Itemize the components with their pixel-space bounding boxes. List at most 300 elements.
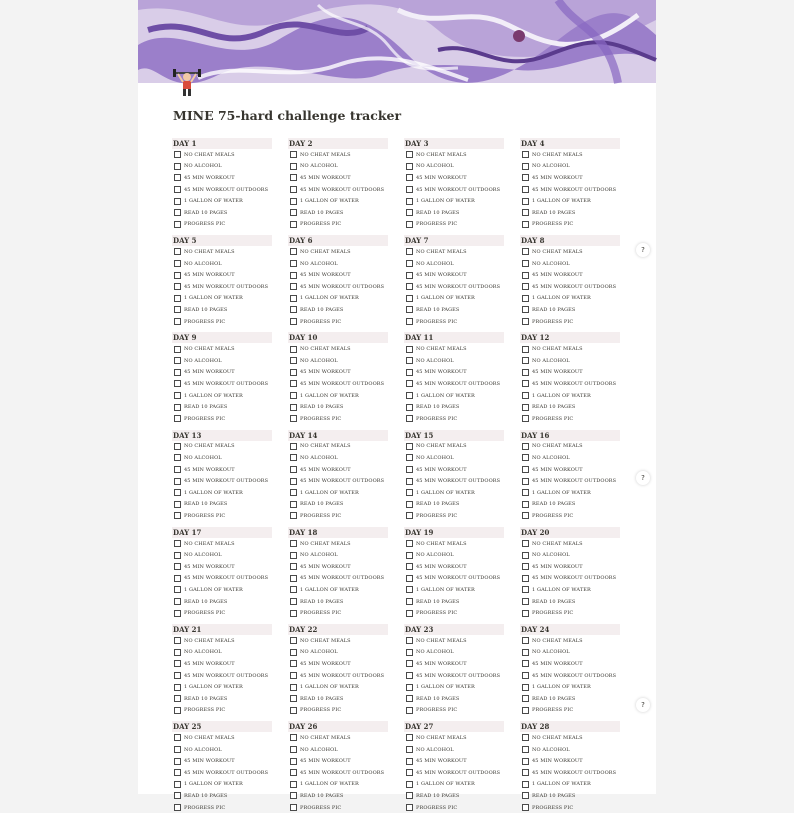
checkbox[interactable] xyxy=(406,478,413,485)
checkbox[interactable] xyxy=(522,540,529,547)
checkbox[interactable] xyxy=(406,369,413,376)
weightlifter-icon[interactable] xyxy=(172,66,202,100)
checkbox[interactable] xyxy=(522,610,529,617)
checkbox[interactable] xyxy=(174,163,181,170)
checkbox[interactable] xyxy=(406,649,413,656)
checkbox[interactable] xyxy=(522,163,529,170)
checkbox[interactable] xyxy=(406,563,413,570)
task-row[interactable] xyxy=(404,219,504,231)
task-row[interactable] xyxy=(520,790,620,802)
task-row[interactable] xyxy=(520,561,620,573)
task-row[interactable] xyxy=(288,779,388,791)
checkbox[interactable] xyxy=(406,454,413,461)
task-row[interactable] xyxy=(172,607,272,619)
task-row[interactable] xyxy=(520,538,620,550)
checkbox[interactable] xyxy=(174,369,181,376)
checkbox[interactable] xyxy=(174,746,181,753)
task-row[interactable] xyxy=(520,767,620,779)
checkbox[interactable] xyxy=(406,151,413,158)
checkbox[interactable] xyxy=(522,781,529,788)
task-row[interactable] xyxy=(520,499,620,511)
task-row[interactable] xyxy=(520,161,620,173)
task-row[interactable] xyxy=(520,452,620,464)
task-row[interactable] xyxy=(288,658,388,670)
task-row[interactable] xyxy=(520,573,620,585)
task-row[interactable] xyxy=(404,258,504,270)
checkbox[interactable] xyxy=(406,769,413,776)
checkbox[interactable] xyxy=(174,563,181,570)
checkbox[interactable] xyxy=(290,272,297,279)
checkbox[interactable] xyxy=(174,466,181,473)
task-row[interactable] xyxy=(520,510,620,522)
checkbox[interactable] xyxy=(290,781,297,788)
task-row[interactable] xyxy=(404,681,504,693)
checkbox[interactable] xyxy=(174,707,181,714)
checkbox[interactable] xyxy=(290,306,297,313)
checkbox[interactable] xyxy=(522,637,529,644)
checkbox[interactable] xyxy=(290,707,297,714)
checkbox[interactable] xyxy=(406,734,413,741)
checkbox[interactable] xyxy=(174,415,181,422)
checkbox[interactable] xyxy=(406,610,413,617)
task-row[interactable] xyxy=(172,802,272,813)
checkbox[interactable] xyxy=(174,392,181,399)
checkbox[interactable] xyxy=(290,610,297,617)
task-row[interactable] xyxy=(288,355,388,367)
checkbox[interactable] xyxy=(290,792,297,799)
checkbox[interactable] xyxy=(174,586,181,593)
task-row[interactable] xyxy=(288,670,388,682)
checkbox[interactable] xyxy=(290,672,297,679)
task-row[interactable] xyxy=(172,681,272,693)
checkbox[interactable] xyxy=(406,575,413,582)
task-row[interactable] xyxy=(520,413,620,425)
checkbox[interactable] xyxy=(174,478,181,485)
checkbox[interactable] xyxy=(522,804,529,811)
checkbox[interactable] xyxy=(290,151,297,158)
checkbox[interactable] xyxy=(522,598,529,605)
task-row[interactable] xyxy=(288,607,388,619)
task-row[interactable] xyxy=(404,378,504,390)
checkbox[interactable] xyxy=(522,478,529,485)
task-row[interactable] xyxy=(288,184,388,196)
checkbox[interactable] xyxy=(290,758,297,765)
task-row[interactable] xyxy=(520,184,620,196)
checkbox[interactable] xyxy=(522,318,529,325)
task-row[interactable] xyxy=(520,441,620,453)
task-row[interactable] xyxy=(520,607,620,619)
task-row[interactable] xyxy=(172,195,272,207)
task-row[interactable] xyxy=(172,573,272,585)
checkbox[interactable] xyxy=(290,478,297,485)
checkbox[interactable] xyxy=(406,380,413,387)
task-row[interactable] xyxy=(520,681,620,693)
checkbox[interactable] xyxy=(174,248,181,255)
task-row[interactable] xyxy=(404,510,504,522)
task-row[interactable] xyxy=(288,441,388,453)
checkbox[interactable] xyxy=(174,221,181,228)
task-row[interactable] xyxy=(288,561,388,573)
checkbox[interactable] xyxy=(522,552,529,559)
task-row[interactable] xyxy=(520,390,620,402)
checkbox[interactable] xyxy=(522,151,529,158)
task-row[interactable] xyxy=(404,281,504,293)
task-row[interactable] xyxy=(288,452,388,464)
checkbox[interactable] xyxy=(174,151,181,158)
checkbox[interactable] xyxy=(522,575,529,582)
checkbox[interactable] xyxy=(522,769,529,776)
checkbox[interactable] xyxy=(290,586,297,593)
task-row[interactable] xyxy=(404,755,504,767)
task-row[interactable] xyxy=(520,195,620,207)
checkbox[interactable] xyxy=(290,392,297,399)
task-row[interactable] xyxy=(404,693,504,705)
checkbox[interactable] xyxy=(174,660,181,667)
checkbox[interactable] xyxy=(406,248,413,255)
checkbox[interactable] xyxy=(174,443,181,450)
task-row[interactable] xyxy=(288,281,388,293)
checkbox[interactable] xyxy=(522,295,529,302)
checkbox[interactable] xyxy=(406,174,413,181)
task-row[interactable] xyxy=(404,779,504,791)
task-row[interactable] xyxy=(172,452,272,464)
checkbox[interactable] xyxy=(174,357,181,364)
task-row[interactable] xyxy=(172,172,272,184)
checkbox[interactable] xyxy=(174,769,181,776)
checkbox[interactable] xyxy=(290,466,297,473)
checkbox[interactable] xyxy=(174,610,181,617)
task-row[interactable] xyxy=(520,549,620,561)
task-row[interactable] xyxy=(404,499,504,511)
checkbox[interactable] xyxy=(290,746,297,753)
task-row[interactable] xyxy=(404,635,504,647)
checkbox[interactable] xyxy=(406,283,413,290)
checkbox[interactable] xyxy=(290,380,297,387)
task-row[interactable] xyxy=(172,219,272,231)
checkbox[interactable] xyxy=(290,454,297,461)
task-row[interactable] xyxy=(520,464,620,476)
checkbox[interactable] xyxy=(522,221,529,228)
task-row[interactable] xyxy=(404,573,504,585)
task-row[interactable] xyxy=(404,584,504,596)
task-row[interactable] xyxy=(404,790,504,802)
task-row[interactable] xyxy=(520,246,620,258)
task-row[interactable] xyxy=(520,744,620,756)
checkbox[interactable] xyxy=(406,637,413,644)
task-row[interactable] xyxy=(288,755,388,767)
checkbox[interactable] xyxy=(290,563,297,570)
task-row[interactable] xyxy=(404,487,504,499)
task-row[interactable] xyxy=(404,195,504,207)
checkbox[interactable] xyxy=(522,586,529,593)
checkbox[interactable] xyxy=(290,552,297,559)
checkbox[interactable] xyxy=(522,649,529,656)
checkbox[interactable] xyxy=(174,209,181,216)
task-row[interactable] xyxy=(520,596,620,608)
task-row[interactable] xyxy=(172,149,272,161)
checkbox[interactable] xyxy=(406,746,413,753)
checkbox[interactable] xyxy=(406,552,413,559)
task-row[interactable] xyxy=(404,441,504,453)
task-row[interactable] xyxy=(404,207,504,219)
task-row[interactable] xyxy=(520,755,620,767)
checkbox[interactable] xyxy=(522,174,529,181)
task-row[interactable] xyxy=(288,647,388,659)
checkbox[interactable] xyxy=(174,272,181,279)
task-row[interactable] xyxy=(404,452,504,464)
task-row[interactable] xyxy=(404,744,504,756)
task-row[interactable] xyxy=(172,705,272,717)
task-row[interactable] xyxy=(404,767,504,779)
task-row[interactable] xyxy=(404,413,504,425)
checkbox[interactable] xyxy=(174,552,181,559)
help-button[interactable]: ? xyxy=(636,471,650,485)
task-row[interactable] xyxy=(172,343,272,355)
checkbox[interactable] xyxy=(406,660,413,667)
task-row[interactable] xyxy=(520,670,620,682)
checkbox[interactable] xyxy=(174,260,181,267)
checkbox[interactable] xyxy=(406,209,413,216)
task-row[interactable] xyxy=(172,790,272,802)
checkbox[interactable] xyxy=(522,186,529,193)
task-row[interactable] xyxy=(288,549,388,561)
checkbox[interactable] xyxy=(522,404,529,411)
checkbox[interactable] xyxy=(174,295,181,302)
checkbox[interactable] xyxy=(406,758,413,765)
task-row[interactable] xyxy=(172,510,272,522)
task-row[interactable] xyxy=(288,802,388,813)
task-row[interactable] xyxy=(404,802,504,813)
checkbox[interactable] xyxy=(406,186,413,193)
task-row[interactable] xyxy=(520,475,620,487)
checkbox[interactable] xyxy=(290,512,297,519)
checkbox[interactable] xyxy=(174,186,181,193)
checkbox[interactable] xyxy=(406,792,413,799)
checkbox[interactable] xyxy=(174,598,181,605)
task-row[interactable] xyxy=(172,441,272,453)
task-row[interactable] xyxy=(172,207,272,219)
checkbox[interactable] xyxy=(174,501,181,508)
checkbox[interactable] xyxy=(406,443,413,450)
task-row[interactable] xyxy=(172,281,272,293)
checkbox[interactable] xyxy=(290,318,297,325)
checkbox[interactable] xyxy=(290,804,297,811)
checkbox[interactable] xyxy=(290,734,297,741)
task-row[interactable] xyxy=(404,596,504,608)
task-row[interactable] xyxy=(520,658,620,670)
checkbox[interactable] xyxy=(174,792,181,799)
task-row[interactable] xyxy=(520,207,620,219)
checkbox[interactable] xyxy=(290,649,297,656)
task-row[interactable] xyxy=(288,693,388,705)
task-row[interactable] xyxy=(172,355,272,367)
task-row[interactable] xyxy=(288,219,388,231)
task-row[interactable] xyxy=(404,172,504,184)
task-row[interactable] xyxy=(404,343,504,355)
task-row[interactable] xyxy=(172,258,272,270)
checkbox[interactable] xyxy=(290,295,297,302)
task-row[interactable] xyxy=(520,343,620,355)
task-row[interactable] xyxy=(172,390,272,402)
checkbox[interactable] xyxy=(406,540,413,547)
checkbox[interactable] xyxy=(290,174,297,181)
checkbox[interactable] xyxy=(406,357,413,364)
task-row[interactable] xyxy=(172,269,272,281)
task-row[interactable] xyxy=(172,464,272,476)
task-row[interactable] xyxy=(288,269,388,281)
task-row[interactable] xyxy=(404,464,504,476)
checkbox[interactable] xyxy=(174,346,181,353)
checkbox[interactable] xyxy=(174,649,181,656)
task-row[interactable] xyxy=(404,304,504,316)
checkbox[interactable] xyxy=(290,598,297,605)
checkbox[interactable] xyxy=(522,369,529,376)
checkbox[interactable] xyxy=(290,660,297,667)
checkbox[interactable] xyxy=(290,221,297,228)
cover-image[interactable] xyxy=(138,0,656,83)
checkbox[interactable] xyxy=(406,221,413,228)
checkbox[interactable] xyxy=(522,746,529,753)
checkbox[interactable] xyxy=(406,781,413,788)
task-row[interactable] xyxy=(520,705,620,717)
checkbox[interactable] xyxy=(290,260,297,267)
checkbox[interactable] xyxy=(522,443,529,450)
checkbox[interactable] xyxy=(406,586,413,593)
checkbox[interactable] xyxy=(174,575,181,582)
task-row[interactable] xyxy=(404,538,504,550)
task-row[interactable] xyxy=(288,499,388,511)
task-row[interactable] xyxy=(520,378,620,390)
checkbox[interactable] xyxy=(290,346,297,353)
task-row[interactable] xyxy=(520,316,620,328)
task-row[interactable] xyxy=(520,219,620,231)
checkbox[interactable] xyxy=(174,306,181,313)
task-row[interactable] xyxy=(404,658,504,670)
checkbox[interactable] xyxy=(522,380,529,387)
task-row[interactable] xyxy=(172,549,272,561)
checkbox[interactable] xyxy=(406,163,413,170)
checkbox[interactable] xyxy=(522,283,529,290)
task-row[interactable] xyxy=(520,304,620,316)
checkbox[interactable] xyxy=(290,198,297,205)
task-row[interactable] xyxy=(288,635,388,647)
task-row[interactable] xyxy=(288,705,388,717)
checkbox[interactable] xyxy=(174,540,181,547)
task-row[interactable] xyxy=(172,647,272,659)
task-row[interactable] xyxy=(172,767,272,779)
task-row[interactable] xyxy=(288,413,388,425)
task-row[interactable] xyxy=(520,635,620,647)
checkbox[interactable] xyxy=(406,489,413,496)
task-row[interactable] xyxy=(288,293,388,305)
task-row[interactable] xyxy=(172,744,272,756)
checkbox[interactable] xyxy=(174,684,181,691)
checkbox[interactable] xyxy=(406,598,413,605)
task-row[interactable] xyxy=(172,304,272,316)
task-row[interactable] xyxy=(172,475,272,487)
task-row[interactable] xyxy=(288,258,388,270)
checkbox[interactable] xyxy=(522,707,529,714)
task-row[interactable] xyxy=(288,487,388,499)
checkbox[interactable] xyxy=(522,357,529,364)
task-row[interactable] xyxy=(288,401,388,413)
task-row[interactable] xyxy=(404,401,504,413)
task-row[interactable] xyxy=(172,246,272,258)
checkbox[interactable] xyxy=(406,272,413,279)
checkbox[interactable] xyxy=(290,684,297,691)
task-row[interactable] xyxy=(520,732,620,744)
checkbox[interactable] xyxy=(406,707,413,714)
task-row[interactable] xyxy=(288,367,388,379)
checkbox[interactable] xyxy=(522,392,529,399)
task-row[interactable] xyxy=(172,635,272,647)
task-row[interactable] xyxy=(172,487,272,499)
checkbox[interactable] xyxy=(174,454,181,461)
checkbox[interactable] xyxy=(290,443,297,450)
task-row[interactable] xyxy=(520,149,620,161)
checkbox[interactable] xyxy=(522,489,529,496)
task-row[interactable] xyxy=(172,670,272,682)
task-row[interactable] xyxy=(404,149,504,161)
help-button[interactable]: ? xyxy=(636,698,650,712)
checkbox[interactable] xyxy=(406,295,413,302)
task-row[interactable] xyxy=(288,475,388,487)
task-row[interactable] xyxy=(404,269,504,281)
checkbox[interactable] xyxy=(406,672,413,679)
checkbox[interactable] xyxy=(522,306,529,313)
task-row[interactable] xyxy=(172,401,272,413)
task-row[interactable] xyxy=(172,316,272,328)
help-button[interactable]: ? xyxy=(636,243,650,257)
checkbox[interactable] xyxy=(406,404,413,411)
checkbox[interactable] xyxy=(406,684,413,691)
checkbox[interactable] xyxy=(290,283,297,290)
task-row[interactable] xyxy=(172,561,272,573)
task-row[interactable] xyxy=(288,573,388,585)
task-row[interactable] xyxy=(520,172,620,184)
task-row[interactable] xyxy=(404,561,504,573)
checkbox[interactable] xyxy=(290,540,297,547)
task-row[interactable] xyxy=(520,355,620,367)
checkbox[interactable] xyxy=(290,357,297,364)
task-row[interactable] xyxy=(288,744,388,756)
task-row[interactable] xyxy=(172,378,272,390)
task-row[interactable] xyxy=(404,705,504,717)
checkbox[interactable] xyxy=(174,758,181,765)
task-row[interactable] xyxy=(288,246,388,258)
task-row[interactable] xyxy=(520,779,620,791)
checkbox[interactable] xyxy=(522,454,529,461)
task-row[interactable] xyxy=(520,367,620,379)
task-row[interactable] xyxy=(520,487,620,499)
checkbox[interactable] xyxy=(290,415,297,422)
checkbox[interactable] xyxy=(522,660,529,667)
checkbox[interactable] xyxy=(522,466,529,473)
checkbox[interactable] xyxy=(406,695,413,702)
checkbox[interactable] xyxy=(290,575,297,582)
task-row[interactable] xyxy=(288,378,388,390)
task-row[interactable] xyxy=(288,681,388,693)
checkbox[interactable] xyxy=(522,792,529,799)
task-row[interactable] xyxy=(288,172,388,184)
task-row[interactable] xyxy=(404,607,504,619)
checkbox[interactable] xyxy=(522,501,529,508)
checkbox[interactable] xyxy=(522,695,529,702)
task-row[interactable] xyxy=(520,802,620,813)
task-row[interactable] xyxy=(520,401,620,413)
task-row[interactable] xyxy=(288,464,388,476)
checkbox[interactable] xyxy=(174,512,181,519)
